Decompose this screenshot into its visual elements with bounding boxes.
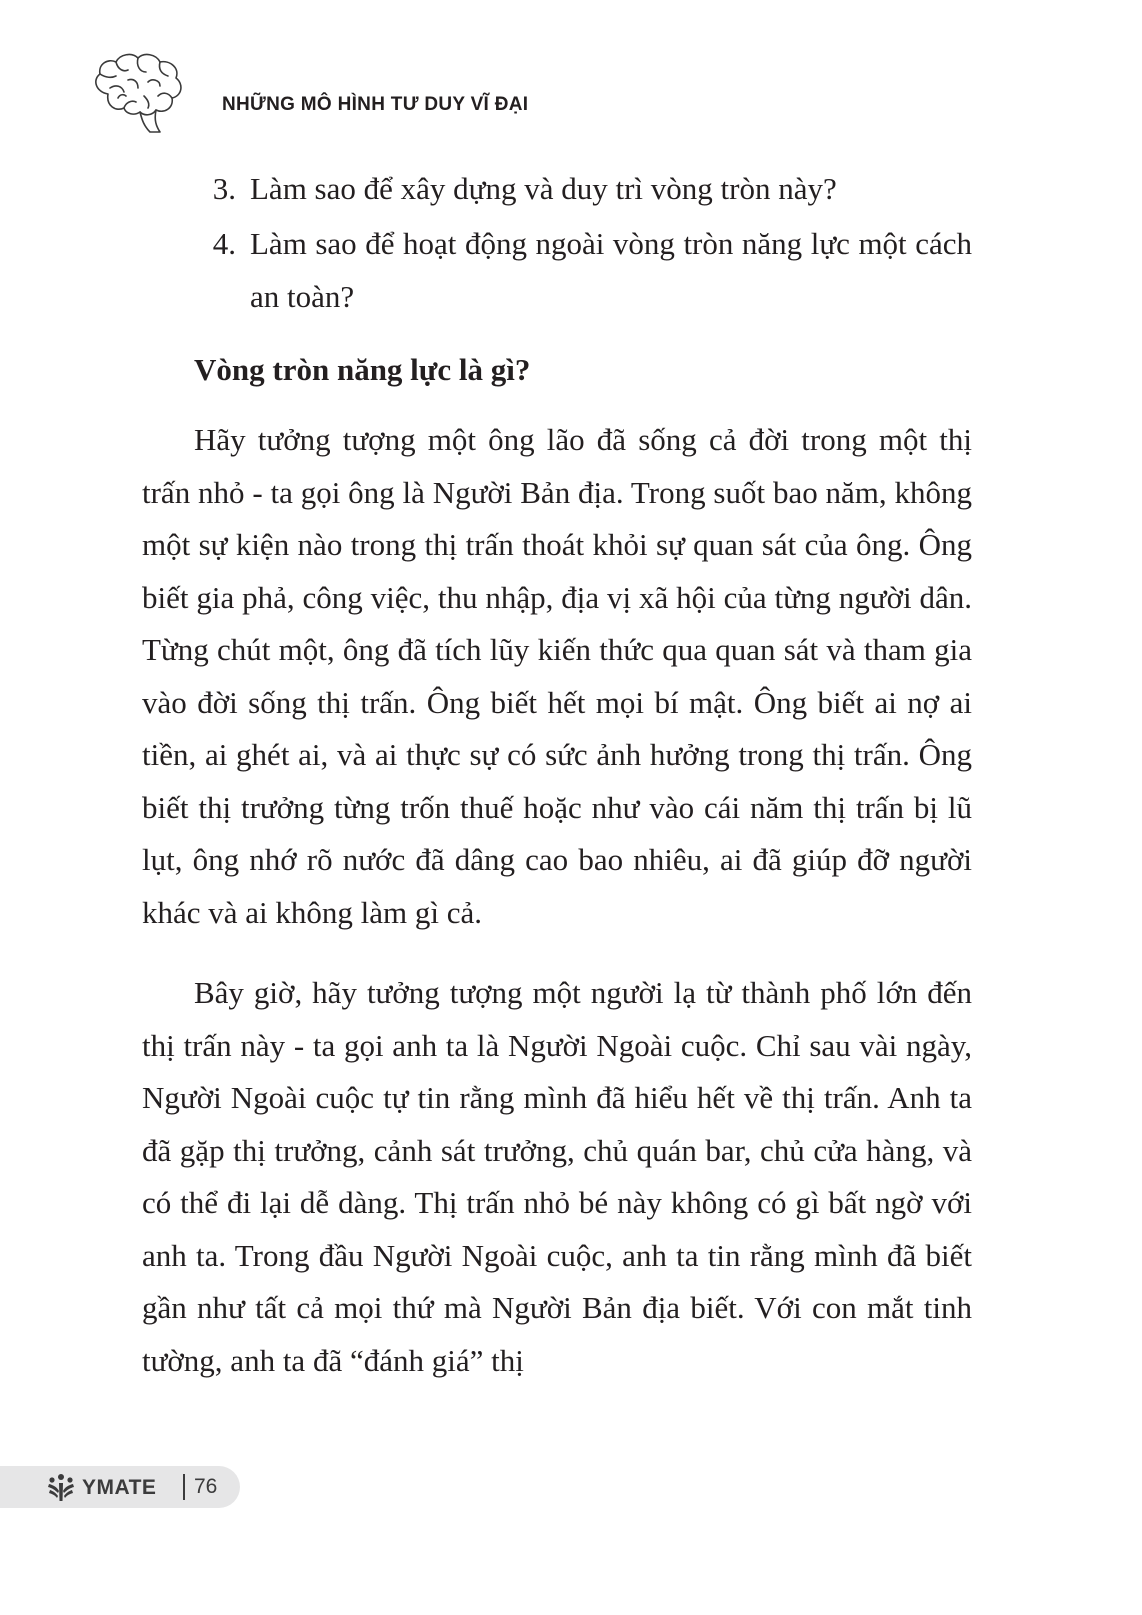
page-number: 76 (194, 1475, 218, 1498)
section-heading: Vòng tròn năng lực là gì? (194, 352, 531, 387)
list-item (142, 217, 972, 323)
brain-outline-icon (88, 50, 188, 138)
question-list (142, 162, 972, 323)
list-number: 3. (212, 171, 236, 206)
paragraph: Hãy tưởng tượng một ông lão đã sống cả đời trong một thị trấn nhỏ - ta gọi ông là Người Bản địa. Trong suốt bao năm, không một sự kiện nào trong thị trấn thoát khỏi sự quan sát của ông. Ông biết gia phả, công việc, thu nhập, địa vị xã hội của từng người dân. Từng chút một, ông đã tích lũy kiến thức qua quan sát và tham gia vào đời sống thị trấn. Ông biết hết mọi bí mật. Ông biết ai nợ ai tiền, ai ghét ai, và ai thực sự có sức ảnh hưởng trong thị trấn. Ông biết thị trưởng từng trốn thuế hoặc như vào cái năm thị trấn bị lũ lụt, ông nhớ rõ nước đã dâng cao bao nhiêu, ai đã giúp đỡ người khác và ai không làm gì cả. (142, 422, 972, 930)
paragraph: Bây giờ, hãy tưởng tượng một người lạ từ thành phố lớn đến thị trấn này - ta gọi anh ta là Người Ngoài cuộc. Chỉ sau vài ngày, Người Ngoài cuộc tự tin rằng mình đã hiểu hết về thị trấn. Anh ta đã gặp thị trưởng, cảnh sát trưởng, chủ quán bar, chủ cửa hàng, và có thể đi lại dễ dàng. Thị trấn nhỏ bé này không có gì bất ngờ với anh ta. Trong đầu Người Ngoài cuộc, anh ta tin rằng mình đã biết gần như tất cả mọi thứ mà Người Bản địa biết. Với con mắt tinh tường, anh ta đã “đánh giá” thị (142, 975, 972, 1378)
list-text: Làm sao để hoạt động ngoài vòng tròn năng lực một cách an toàn? (250, 226, 972, 314)
ymate-logo-icon (46, 1473, 76, 1503)
list-text: Làm sao để xây dựng và duy trì vòng tròn này? (250, 171, 837, 206)
list-number: 4. (212, 226, 236, 261)
footer-badge (0, 1466, 240, 1508)
running-title: NHỮNG MÔ HÌNH TƯ DUY VĨ ĐẠI (222, 94, 529, 115)
footer-divider (183, 1474, 185, 1500)
brand-name: YMATE (82, 1476, 157, 1499)
page-body (142, 162, 972, 1415)
list-item (142, 162, 972, 215)
page-header (0, 0, 1142, 150)
